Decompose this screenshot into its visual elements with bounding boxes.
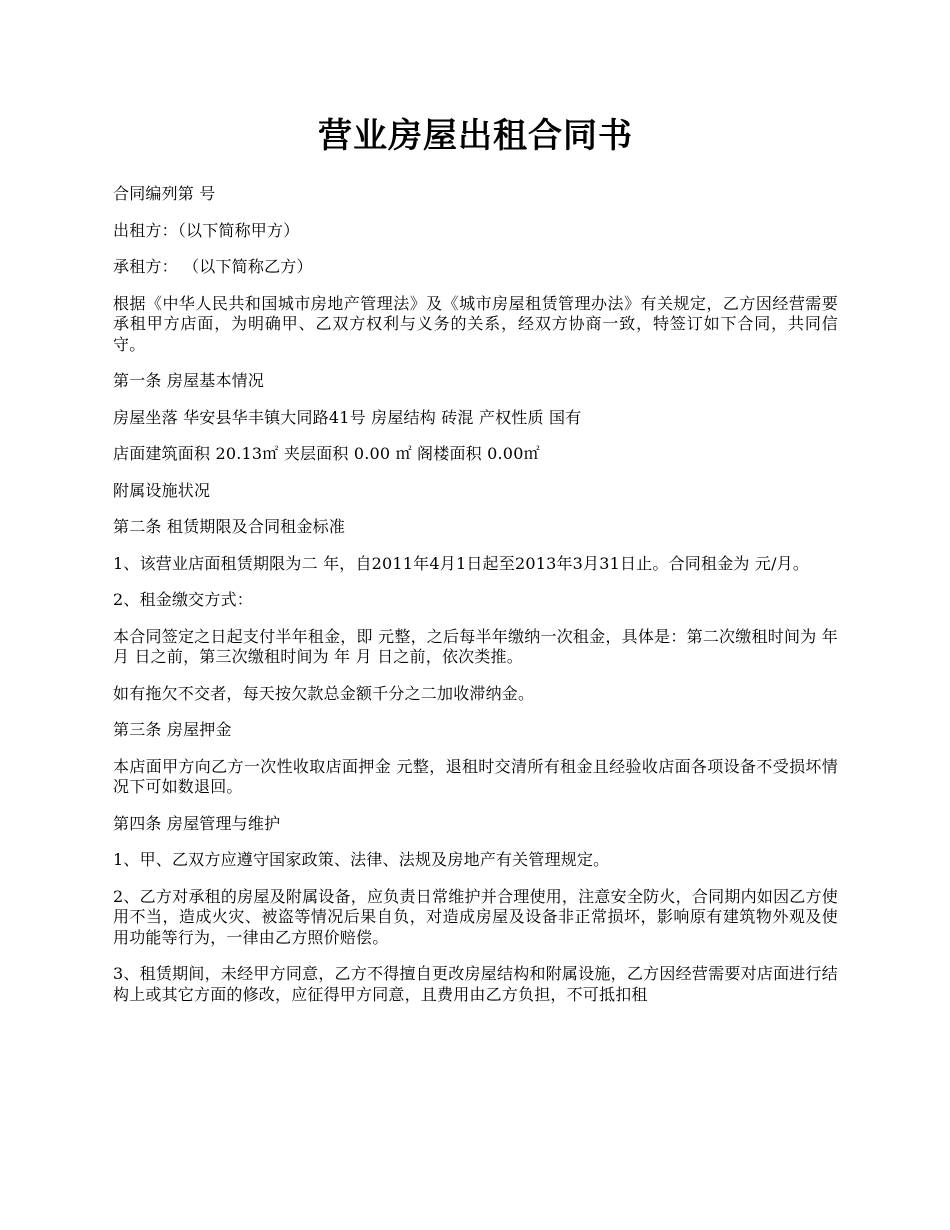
- article-1-heading: 第一条 房屋基本情况: [113, 371, 265, 390]
- document-title: 营业房屋出租合同书: [318, 116, 633, 156]
- contract-number: 合同编列第 号: [113, 184, 216, 203]
- management-clause-1: 1、甲、乙双方应遵守国家政策、法律、法规及房地产有关管理规定。: [113, 850, 610, 869]
- lessor-line: 出租方：（以下简称甲方）: [113, 220, 300, 240]
- article-4-heading: 第四条 房屋管理与维护: [113, 813, 281, 833]
- preamble-paragraph: 根据《中华人民共和国城市房地产管理法》及《城市房屋租赁管理办法》有关规定，乙方因经营需要承租甲方店面，为明确甲、乙双方权利与义务的关系，经双方协商一致，特签订如下合同，共同信守。: [113, 293, 838, 354]
- article-2-heading: 第二条 租赁期限及合同租金标准: [113, 517, 346, 536]
- payment-method-heading: 2、租金缴交方式：: [113, 590, 253, 609]
- facilities-status: 附属设施状况: [113, 480, 211, 500]
- deposit-paragraph: 本店面甲方向乙方一次性收取店面押金 元整，退租时交清所有租金且经验收店面各项设备不受损坏情况下可如数退回。: [113, 756, 838, 796]
- lease-term-paragraph: 1、该营业店面租赁期限为二 年，自2011年4月1日起至2013年3月31日止。合同租金为 元/月。: [113, 553, 810, 573]
- property-location: 房屋坐落 华安县华丰镇大同路41号 房屋结构 砖混 产权性质 国有: [113, 407, 582, 427]
- article-3-heading: 第三条 房屋押金: [113, 720, 232, 739]
- lessee-line: 承租方： （以下简称乙方）: [113, 257, 313, 276]
- payment-schedule-paragraph: 本合同签定之日起支付半年租金，即 元整，之后每半年缴纳一次租金，具体是：第二次缴租时间为 年 月 日之前，第三次缴租时间为 年 月 日之前，依次类推。: [113, 626, 838, 666]
- management-clause-3: 3、租赁期间，未经甲方同意，乙方不得擅自更改房屋结构和附属设施，乙方因经营需要对店面进行结构上或其它方面的修改，应征得甲方同意，且费用由乙方负担，不可抵扣租: [113, 964, 838, 1004]
- document-body: [113, 112, 838, 1021]
- property-area: 店面建筑面积 20.13㎡ 夹层面积 0.00 ㎡ 阁楼面积 0.00㎡: [113, 444, 540, 463]
- late-fee-paragraph: 如有拖欠不交者，每天按欠款总金额千分之二加收滞纳金。: [113, 683, 535, 703]
- management-clause-2: 2、乙方对承租的房屋及附属设备，应负责日常维护并合理使用，注意安全防火，合同期内如因乙方使用不当，造成火灾、被盗等情况后果自负，对造成房屋及设备非正常损坏，影响原有建筑物外观及使用功能等行为，一律由乙方照价赔偿。: [113, 886, 838, 947]
